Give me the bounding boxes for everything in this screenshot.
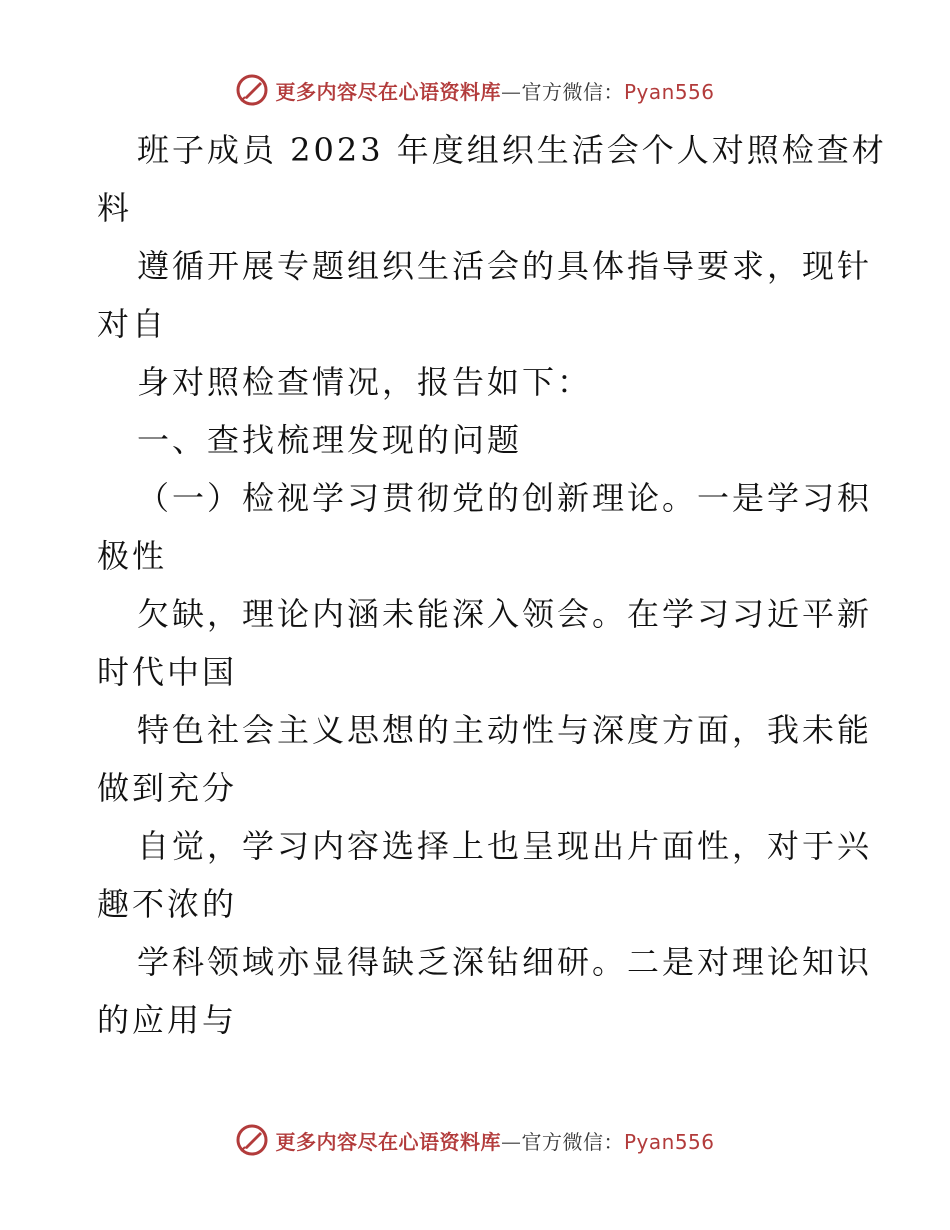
paragraph-line: 趣不浓的 — [97, 885, 238, 923]
paragraph-line: 极性 — [97, 537, 168, 575]
paragraph-line: 身对照检查情况，报告如下： — [137, 363, 593, 401]
document-title-line-2: 料 — [97, 189, 133, 227]
paragraph-line: 自觉，学习内容选择上也呈现出片面性，对于兴 — [137, 827, 873, 865]
footer-contact-label: 官方微信： — [521, 1129, 624, 1154]
document-title-line-1: 班子成员 2023 年度组织生活会个人对照检查材 — [137, 131, 887, 169]
footer-contact-id: Pyan556 — [623, 1129, 715, 1154]
quill-pen-logo-icon — [235, 1123, 269, 1157]
section-heading: 一、查找梳理发现的问题 — [137, 421, 523, 459]
footer-dash: — — [500, 1129, 522, 1154]
header-contact-label: 官方微信： — [521, 79, 624, 104]
header-dash: — — [500, 79, 522, 104]
header-contact-id: Pyan556 — [623, 79, 715, 104]
footer-watermark-banner — [0, 1120, 950, 1160]
footer-watermark-text — [275, 1126, 714, 1155]
header-promo-text: 更多内容尽在心语资料库 — [275, 79, 501, 104]
paragraph-line: 特色社会主义思想的主动性与深度方面，我未能 — [137, 711, 873, 749]
paragraph-line: 欠缺，理论内涵未能深入领会。在学习习近平新 — [137, 595, 873, 633]
footer-promo-text: 更多内容尽在心语资料库 — [275, 1129, 501, 1154]
paragraph-line: 学科领域亦显得缺乏深钻细研。二是对理论知识 — [137, 943, 873, 981]
paragraph-line: 时代中国 — [97, 653, 238, 691]
paragraph-line: 对自 — [97, 305, 168, 343]
subsection-line: （一）检视学习贯彻党的创新理论。一是学习积 — [137, 479, 873, 517]
paragraph-line: 的应用与 — [97, 1001, 238, 1039]
paragraph-line: 遵循开展专题组织生活会的具体指导要求，现针 — [137, 247, 873, 285]
paragraph-line: 做到充分 — [97, 769, 238, 807]
